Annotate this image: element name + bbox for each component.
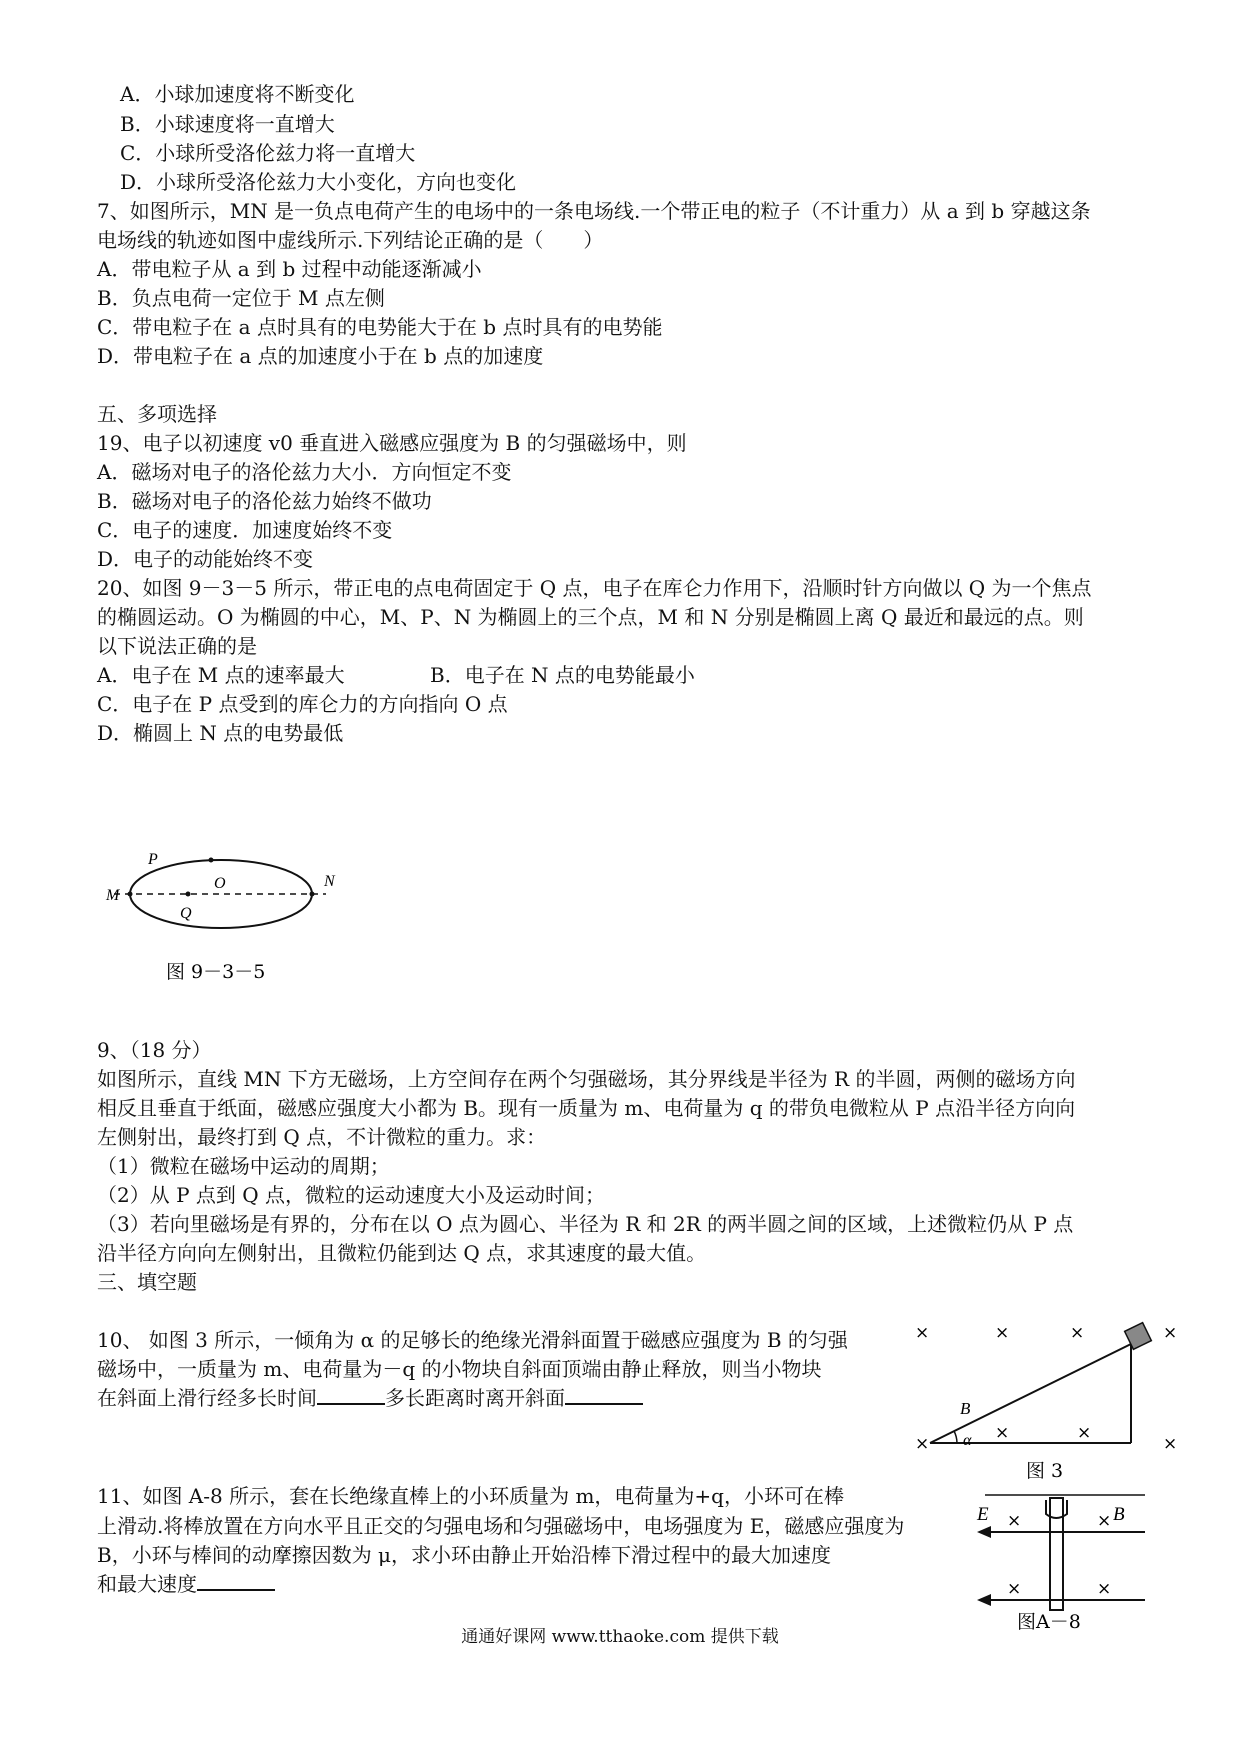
q10-line3-text-b: 多长距离时离开斜面 xyxy=(385,1386,565,1410)
cross-mark: × xyxy=(1163,1434,1178,1454)
label-b: B xyxy=(1113,1504,1125,1525)
insulating-rod xyxy=(1050,1498,1063,1610)
arrow-head-left xyxy=(977,1526,991,1538)
label-alpha: α xyxy=(963,1432,972,1449)
page-footer: 通通好课网 www.tthaoke.com 提供下载 xyxy=(461,1627,779,1647)
q11-line2: 上滑动.将棒放置在方向水平且正交的匀强电场和匀强磁场中，电场强度为 E，磁感应强度为 xyxy=(97,1514,905,1538)
cross-mark: × xyxy=(1097,1579,1112,1599)
q6-option-b: B．小球速度将一直增大 xyxy=(120,112,335,136)
section5-title: 五、多项选择 xyxy=(97,402,217,426)
q6-option-d: D．小球所受洛伦兹力大小变化，方向也变化 xyxy=(120,170,517,194)
q20-option-b: B．电子在 N 点的电势能最小 xyxy=(430,663,695,687)
figure-caption: 图 9－3－5 xyxy=(166,961,266,983)
q9-sub3-line1: （3）若向里磁场是有界的，分布在以 O 点为圆心、半径为 R 和 2R 的两半圆之间的区域，上述微粒仍从 P 点 xyxy=(97,1212,1074,1236)
label-o: O xyxy=(214,875,226,892)
point-m-dot xyxy=(128,892,133,897)
incline-figure xyxy=(905,1312,1205,1482)
q20-stem-line1: 20、如图 9－3－5 所示，带正电的点电荷固定于 Q 点，电子在库仑力作用下，沿顺时针方向做以 Q 为一个焦点 xyxy=(97,576,1092,600)
ring-rod-figure xyxy=(975,1490,1155,1630)
q9-sub2: （2）从 P 点到 Q 点，微粒的运动速度大小及运动时间； xyxy=(97,1183,606,1207)
arrow-head-left xyxy=(977,1594,991,1606)
q20-stem-line2: 的椭圆运动。O 为椭圆的中心，M、P、N 为椭圆上的三个点，M 和 N 分别是椭圆上离 Q 最近和最远的点。则 xyxy=(97,605,1084,629)
figure-caption: 图 3 xyxy=(1026,1460,1064,1482)
cross-mark: × xyxy=(1097,1511,1112,1531)
q11-line4 xyxy=(97,1570,275,1598)
cross-mark: × xyxy=(995,1423,1010,1443)
q9-sub1: （1）微粒在磁场中运动的周期； xyxy=(97,1154,390,1178)
q9-title: 9、（18 分） xyxy=(97,1038,212,1062)
ellipse-figure xyxy=(100,842,350,992)
q11-line4-text: 和最大速度 xyxy=(97,1572,197,1596)
cross-mark: × xyxy=(915,1434,930,1454)
q10-answer-blank-time[interactable] xyxy=(317,1385,385,1405)
q7-option-d: D．带电粒子在 a 点的加速度小于在 b 点的加速度 xyxy=(97,344,544,368)
q10-answer-blank-distance[interactable] xyxy=(565,1385,643,1405)
label-q: Q xyxy=(180,905,192,922)
q6-option-a: A．小球加速度将不断变化 xyxy=(120,82,355,106)
q19-option-a: A．磁场对电子的洛伦兹力大小．方向恒定不变 xyxy=(97,460,512,484)
label-p: P xyxy=(148,851,158,868)
incline-hypotenuse xyxy=(930,1344,1131,1443)
angle-arc xyxy=(954,1431,957,1443)
q9-stem-line1: 如图所示，直线 MN 下方无磁场，上方空间存在两个匀强磁场，其分界线是半径为 R 的半圆，两侧的磁场方向 xyxy=(97,1067,1076,1091)
q7-option-a: A．带电粒子从 a 到 b 过程中动能逐渐减小 xyxy=(97,257,482,281)
q19-option-c: C．电子的速度．加速度始终不变 xyxy=(97,518,393,542)
q20-option-d: D．椭圆上 N 点的电势最低 xyxy=(97,721,344,745)
q7-option-c: C．带电粒子在 a 点时具有的电势能大于在 b 点时具有的电势能 xyxy=(97,315,663,339)
q19-option-d: D．电子的动能始终不变 xyxy=(97,547,314,571)
q19-stem: 19、电子以初速度 v0 垂直进入磁感应强度为 B 的匀强磁场中，则 xyxy=(97,431,687,455)
q6-option-c: C．小球所受洛伦兹力将一直增大 xyxy=(120,141,416,165)
cross-mark: × xyxy=(1007,1579,1022,1599)
q7-option-b: B．负点电荷一定位于 M 点左侧 xyxy=(97,286,385,310)
q9-stem-line2: 相反且垂直于纸面，磁感应强度大小都为 B。现有一质量为 m、电荷量为 q 的带负电微粒从 P 点沿半径方向向 xyxy=(97,1096,1076,1120)
point-p-dot xyxy=(209,858,214,863)
q9-stem-line3: 左侧射出，最终打到 Q 点，不计微粒的重力。求： xyxy=(97,1125,547,1149)
cross-mark: × xyxy=(1070,1323,1085,1343)
q7-stem-line2: 电场线的轨迹如图中虚线所示.下列结论正确的是（ ） xyxy=(97,228,604,252)
q10-line2: 磁场中，一质量为 m、电荷量为－q 的小物块自斜面顶端由静止释放，则当小物块 xyxy=(97,1357,822,1381)
cross-mark: × xyxy=(1007,1511,1022,1531)
cross-mark: × xyxy=(995,1323,1010,1343)
label-n: N xyxy=(324,873,335,890)
section3-title: 三、填空题 xyxy=(97,1270,197,1294)
q20-option-c: C．电子在 P 点受到的库仑力的方向指向 O 点 xyxy=(97,692,508,716)
q19-option-b: B．磁场对电子的洛伦兹力始终不做功 xyxy=(97,489,432,513)
cross-mark: × xyxy=(915,1323,930,1343)
label-m: M xyxy=(106,887,120,904)
cross-mark: × xyxy=(1077,1423,1092,1443)
cross-mark: × xyxy=(1163,1323,1178,1343)
q11-line1: 11、如图 A-8 所示，套在长绝缘直棒上的小环质量为 m，电荷量为+q，小环可在棒 xyxy=(97,1484,844,1508)
q11-line3: B，小环与棒间的动摩擦因数为 μ，求小环由静止开始沿棒下滑过程中的最大加速度 xyxy=(97,1543,832,1567)
point-q-dot xyxy=(186,892,191,897)
q10-line3 xyxy=(97,1384,643,1412)
label-e: E xyxy=(977,1504,989,1525)
q10-line1: 10、 如图 3 所示，一倾角为 α 的足够长的绝缘光滑斜面置于磁感应强度为 B 的匀强 xyxy=(97,1328,848,1352)
q10-line3-text-a: 在斜面上滑行经多长时间 xyxy=(97,1386,317,1410)
figure-caption: 图A－8 xyxy=(1017,1611,1081,1630)
q11-answer-blank[interactable] xyxy=(197,1571,275,1591)
point-n-dot xyxy=(310,892,315,897)
label-b: B xyxy=(960,1399,971,1418)
q20-option-a: A．电子在 M 点的速率最大 xyxy=(97,663,345,687)
q9-sub3-line2: 沿半径方向向左侧射出，且微粒仍能到达 Q 点，求其速度的最大值。 xyxy=(97,1241,707,1265)
q7-stem-line1: 7、如图所示，MN 是一负点电荷产生的电场中的一条电场线.一个带正电的粒子（不计重力）从 a 到 b 穿越这条 xyxy=(97,199,1091,223)
q20-stem-line3: 以下说法正确的是 xyxy=(97,634,257,658)
